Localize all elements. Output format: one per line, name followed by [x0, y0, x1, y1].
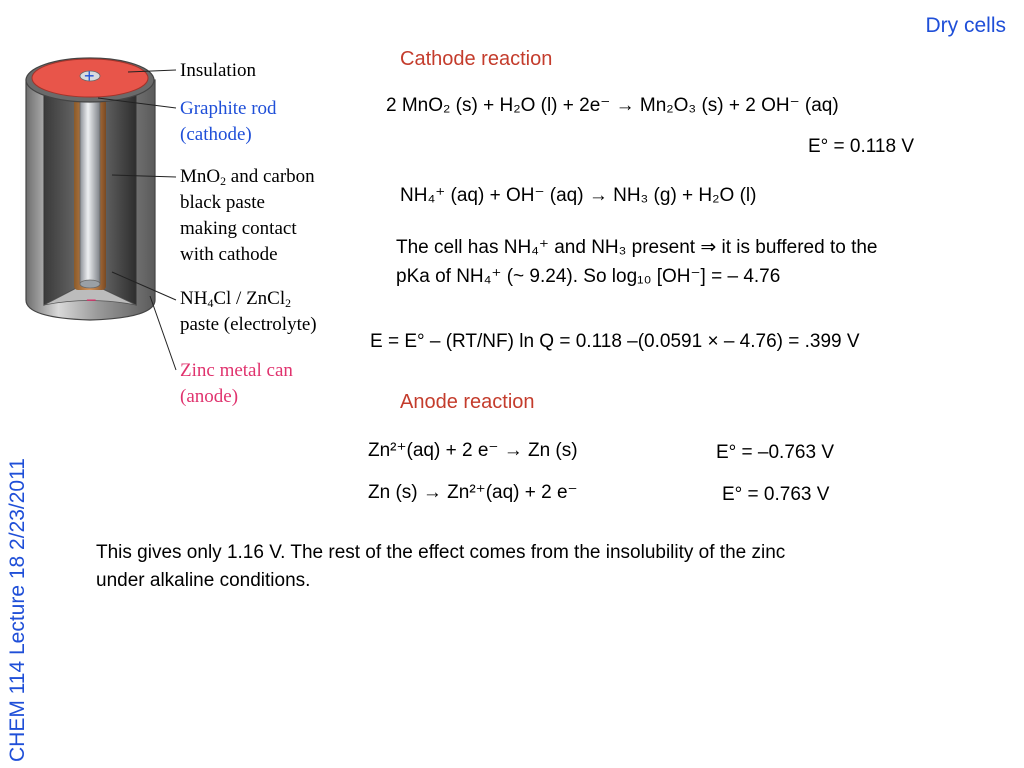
- cathode-reaction: 2 MnO₂ (s) + H₂O (l) + 2e⁻ → Mn₂O₃ (s) + 2 OH⁻ (aq): [386, 95, 839, 116]
- anode-heading: Anode reaction: [400, 391, 535, 413]
- label-mno2-line2: black paste: [180, 192, 265, 213]
- label-mno2-line1: MnO$_2$ and carbon: [180, 166, 315, 188]
- buffer-text-line1: The cell has NH₄⁺ and NH₃ present ⇒ it is buffered to the: [396, 237, 878, 258]
- label-nh4cl-line2: paste (electrolyte): [180, 314, 317, 335]
- label-mno2-line4: with cathode: [180, 244, 278, 265]
- label-zinc-can: Zinc metal can: [180, 360, 293, 381]
- buffer-reaction: NH₄⁺ (aq) + OH⁻ (aq) → NH₃ (g) + H₂O (l): [400, 185, 757, 206]
- conclusion-line2: under alkaline conditions.: [96, 570, 311, 591]
- anode-potential-1: E° = –0.763 V: [716, 442, 834, 463]
- label-nh4cl-line1: $NH_4Cl$ / ZnCl$_2$: [180, 288, 292, 310]
- anode-reaction-2: Zn (s) → Zn²⁺(aq) + 2 e⁻: [368, 482, 578, 503]
- lecture-side-label: CHEM 114 Lecture 18 2/23/2011: [6, 458, 29, 762]
- graphite-rod: [80, 76, 100, 288]
- label-zinc-can-role: (anode): [180, 386, 239, 407]
- cathode-potential: E° = 0.118 V: [808, 136, 915, 157]
- plus-terminal: +: [84, 66, 95, 86]
- slide-title: Dry cells: [925, 14, 1006, 37]
- buffer-text-line2: pKa of NH₄⁺ (~ 9.24). So log₁₀ [OH⁻] = – 4.76: [396, 266, 781, 287]
- nernst-equation: E = E° – (RT/NF) ln Q = 0.118 –(0.0591 × – 4.76) = .399 V: [370, 331, 860, 352]
- label-insulation: Insulation: [180, 60, 256, 81]
- anode-reaction-1: Zn²⁺(aq) + 2 e⁻ → Zn (s): [368, 440, 578, 461]
- conclusion-line1: This gives only 1.16 V. The rest of the effect comes from the insolubility of the zinc: [96, 542, 786, 563]
- minus-terminal: −: [86, 290, 97, 310]
- cathode-heading: Cathode reaction: [400, 48, 553, 70]
- label-graphite-rod-role: (cathode): [180, 124, 252, 145]
- label-mno2-line3: making contact: [180, 218, 297, 239]
- label-graphite-rod: Graphite rod: [180, 98, 277, 119]
- anode-potential-2: E° = 0.763 V: [722, 484, 830, 505]
